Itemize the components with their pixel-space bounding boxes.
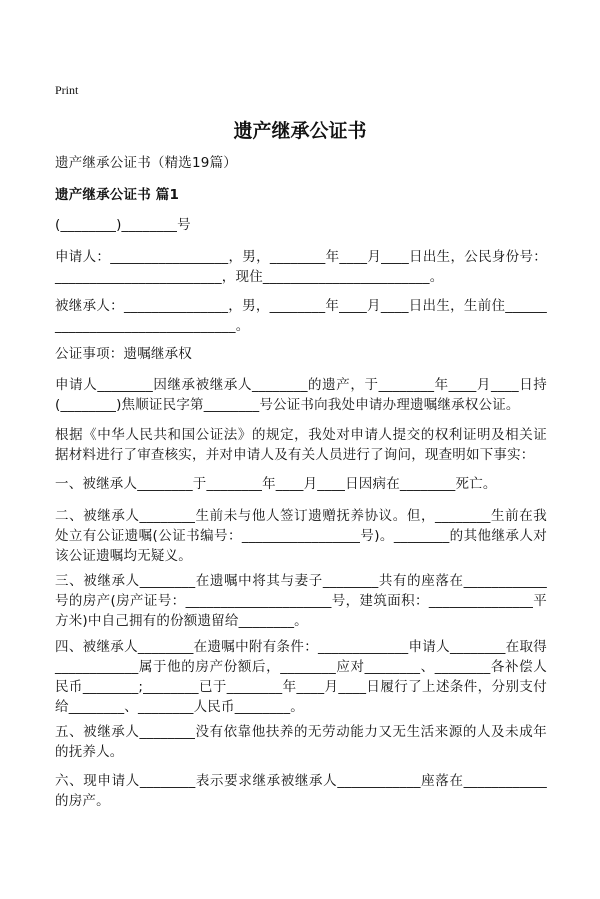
paragraph-basis: 根据《中华人民共和国公证法》的规定，我处对申请人提交的权利证明及相关证据材料进行了审查核实，并对申请人及有关人员进行了询问，现查明如下事实： bbox=[55, 427, 547, 463]
paragraph-decedent: 被继承人：_______________，男，________年____月____日出生，生前住________________________________。 bbox=[55, 298, 547, 334]
document-title: 遗产继承公证书 bbox=[233, 120, 367, 142]
paragraph-fact-1: 一、被继承人________于________年____月____日因病在________死亡。 bbox=[55, 476, 497, 492]
paragraph-application: 申请人________因继承被继承人________的遗产，于________年____月____日持(________)焦顺证民字第________号公证书向我处申请办理遗嘱继承权公证。 bbox=[55, 377, 547, 413]
paragraph-fact-3: 三、被继承人________在遗嘱中将其与妻子________共有的座落在____________号的房产(房产证号：_____________________号，建筑面积：_______________平方米)中自己拥有的份额遗留给________。 bbox=[55, 573, 547, 629]
paragraph-applicant: 申请人：_________________，男，________年____月____日出生，公民身份号：________________________，现住________________________。 bbox=[55, 249, 547, 285]
print-link[interactable]: Print bbox=[55, 83, 79, 97]
document-subtitle: 遗产继承公证书（精选19篇） bbox=[55, 155, 237, 171]
paragraph-fact-6: 六、现申请人________表示要求继承被继承人____________座落在____________的房产。 bbox=[55, 773, 547, 809]
section-heading: 遗产继承公证书 篇1 bbox=[55, 187, 180, 203]
paragraph-fact-2: 二、被继承人________生前未与他人签订遗赠抚养协议。但，________生前在我处立有公证遗嘱(公证书编号：_________________号)。________的其他继承人对该公证遗嘱均无疑义。 bbox=[55, 508, 547, 564]
paragraph-matter: 公证事项：遗嘱继承权 bbox=[55, 346, 192, 362]
paragraph-fact-4: 四、被继承人________在遗嘱中附有条件：_____________申请人________在取得____________属于他的房产份额后，________应对________、________各补偿人民币________;________已于________年____月____日履行了上述条件，分别支付给________、________人民币________。 bbox=[55, 639, 547, 715]
paragraph-number: (________)________号 bbox=[55, 217, 191, 233]
paragraph-fact-5: 五、被继承人________没有依靠他扶养的无劳动能力又无生活来源的人及未成年的抚养人。 bbox=[55, 724, 547, 760]
